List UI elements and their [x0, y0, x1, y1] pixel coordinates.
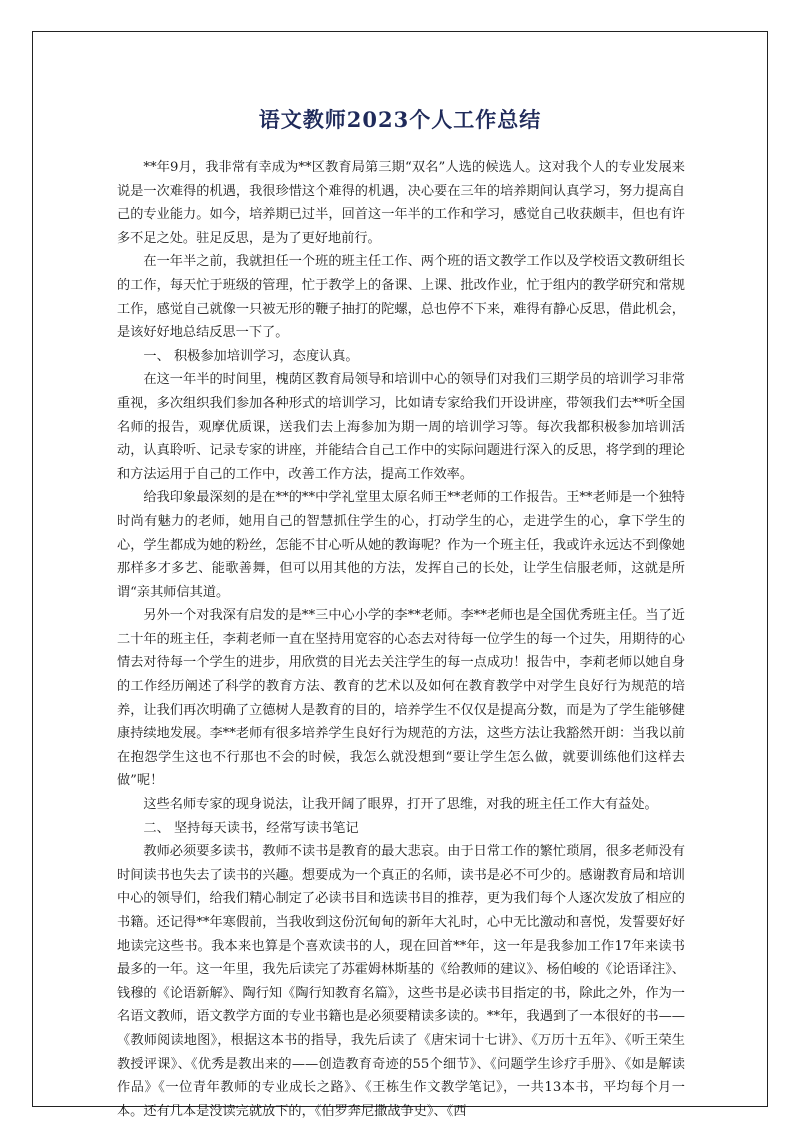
paragraph-impression-wang: 给我印象最深刻的是在**的**中学礼堂里太原名师王**老师的工作报告。王**老师是一个独特时尚有魅力的老师，她用自己的智慧抓住学生的心，打动学生的心，走进学生的心，拿下学生的心，学生都成为她的粉丝，怎能不甘心听从她的教诲呢？作为一个班主任，我或许永远达不到像她那样多才多艺、能歌善舞，但可以用其他的方法，发挥自己的长处，让学生信服老师，这就是所谓“亲其师信其道。	[117, 490, 685, 600]
paragraph-summary-experts: 这些名师专家的现身说法，让我开阔了眼界，打开了思维，对我的班主任工作大有益处。	[143, 797, 658, 813]
document-title: 语文教师2023个人工作总结	[258, 107, 542, 132]
section-heading-1: 一、 积极参加培训学习，态度认真。	[143, 348, 359, 364]
paragraph-reading: 教师必须要多读书，教师不读书是教育的最大悲哀。由于日常工作的繁忙琐屑，很多老师没有时间读书也失去了读书的兴趣。想要成为一个真正的名师，读书是必不可少的。感谢教育局和培训中心的领导们，给我们精心制定了必读书目和选读书目的推荐，更为我们每个人逐次发放了相应的书籍。还记得**年寒假前，当我收到这份沉甸甸的新年大礼时，心中无比激动和喜悦，发誓要好好地读完这些书。我本来也算是个喜欢读书的人，现在回首**年，这一年是我参加工作17年来读书最多的一年。这一年里，我先后读完了苏霍姆林斯基的《给教师的建议》、杨伯峻的《论语译注》、钱穆的《论语新解》、陶行知《陶行知教育名篇》，这些书是必读书目指定的书，除此之外，作为一名语文教师，语文教学方面的专业书籍也是必须要精读多读的。**年，我遇到了一本很好的书——《教师阅读地图》，根据这本书的指导，我先后读了《唐宋词十七讲》、《万历十五年》、《听王荣生教授评课》、《优秀是教出来的——创造教育奇迹的55个细节》、《问题学生诊疗手册》、《如是解读作品》《一位青年教师的专业成长之路》、《王栋生作文教学笔记》，一共13本书，平均每个月一本。还有几本是没读完就放下的，《伯罗奔尼撒战争史》、《西	[117, 844, 685, 1119]
paragraph-training: 在这一年半的时间里，槐荫区教育局领导和培训中心的领导们对我们三期学员的培训学习非常重视，多次组织我们参加各种形式的培训学习，比如请专家给我们开设讲座，带领我们去**听全国名师的报告，观摩优质课，送我们去上海参加为期一周的培训学习等。每次我都积极参加培训活动，认真聆听、记录专家的讲座，并能结合自己工作中的实际问题进行深入的反思，将学到的理论和方法运用于自己的工作中，改善工作方法，提高工作效率。	[117, 372, 685, 482]
document-body	[117, 156, 685, 1123]
paragraph-intro: **年9月，我非常有幸成为**区教育局第三期“双名”人选的候选人。这对我个人的专业发展来说是一次难得的机遇，我很珍惜这个难得的机遇，决心要在三年的培养期间认真学习，努力提高自己的专业能力。如今，培养期已过半，回首这一年半的工作和学习，感觉自己收获颇丰，但也有许多不足之处。驻足反思，是为了更好地前行。	[117, 160, 685, 246]
paragraph-background: 在一年半之前，我就担任一个班的班主任工作、两个班的语文教学工作以及学校语文教研组长的工作，每天忙于班级的管理，忙于教学上的备课、上课、批改作业，忙于组内的教学研究和常规工作，感觉自己就像一只被无形的鞭子抽打的陀螺，总也停不下来，难得有静心反思，借此机会，是该好好地总结反思一下了。	[117, 254, 685, 341]
section-heading-2: 二、 坚持每天读书，经常写读书笔记	[143, 820, 359, 836]
paragraph-impression-li: 另外一个对我深有启发的是**三中心小学的李**老师。李**老师也是全国优秀班主任。当了近二十年的班主任，李莉老师一直在坚持用宽容的心态去对待每一位学生的每一个过失，用期待的心情去对待每一个学生的进步，用欣赏的目光去关注学生的每一点成功！报告中，李莉老师以她自身的工作经历阐述了科学的教育方法、教育的艺术以及如何在教育教学中对学生良好行为规范的培养，让我们再次明确了立德树人是教育的目的，培养学生不仅仅是提高分数，而是为了学生能够健康持续地发展。李**老师有很多培养学生良好行为规范的方法，这些方法让我豁然开朗：当我以前在抱怨学生这也不行那也不会的时候，我怎么就没想到“要让学生怎么做，就要训练他们这样去做”呢！	[117, 608, 685, 789]
